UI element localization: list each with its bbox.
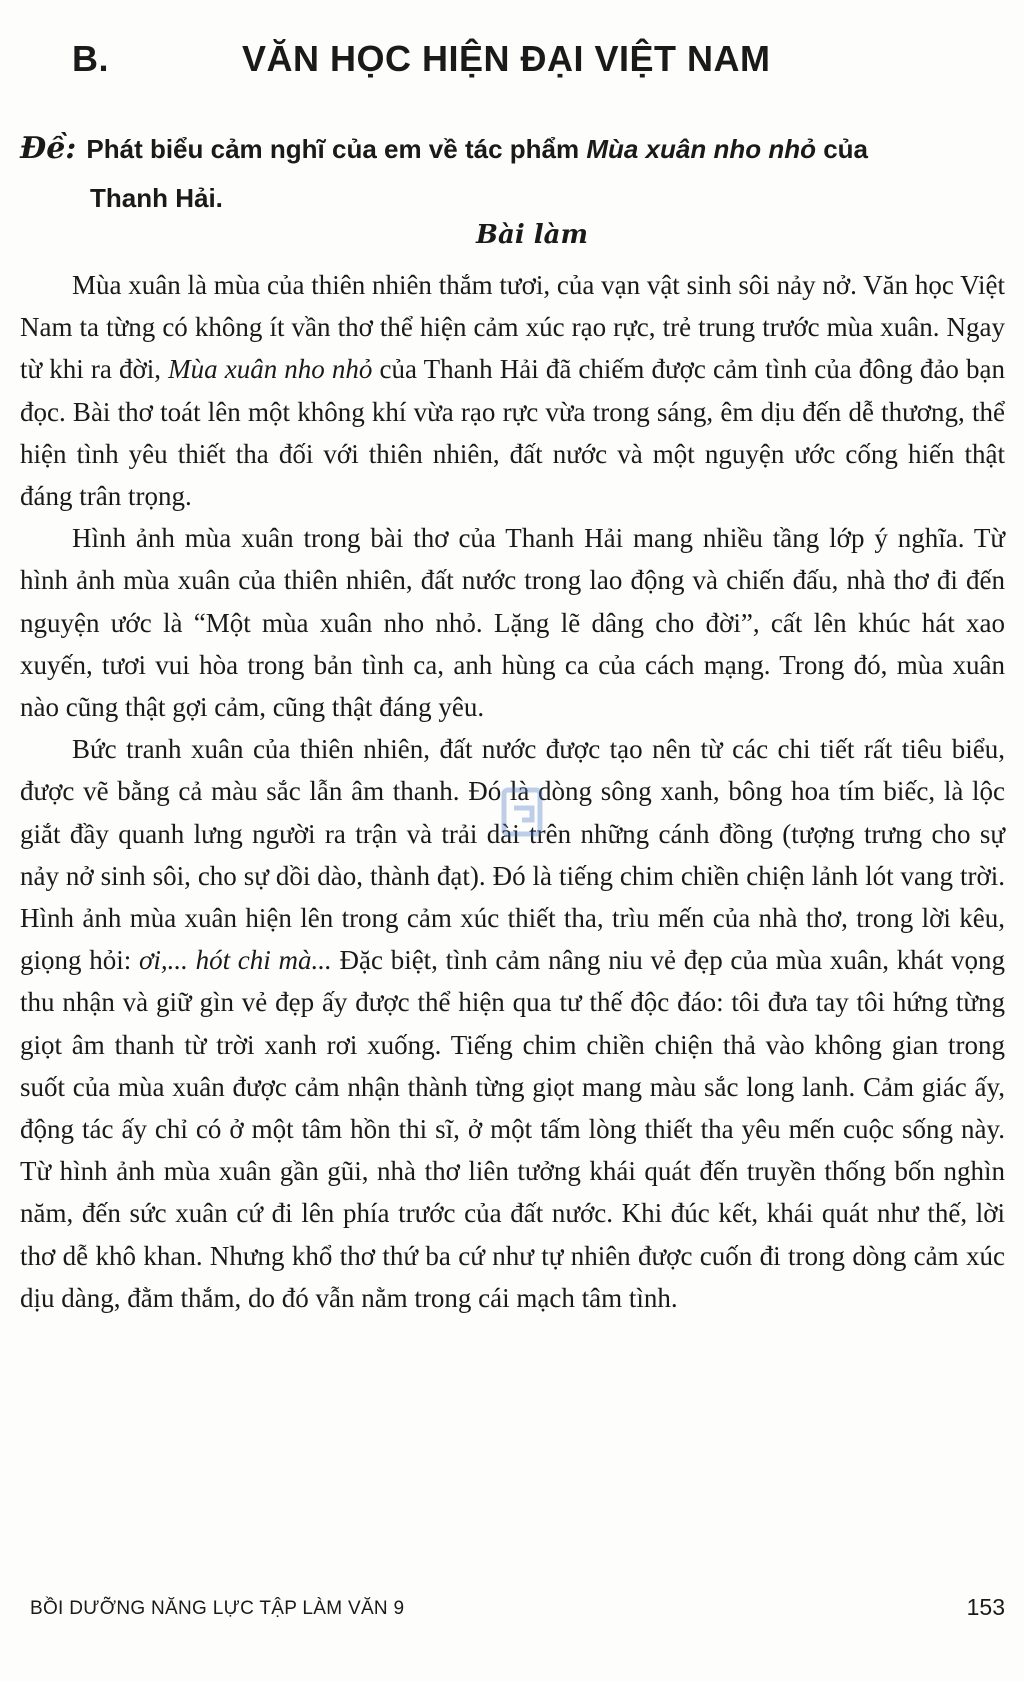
paragraph-3-part-1: Bức tranh xuân của thiên nhiên, đất nước được tạo nên từ các chi tiết rất tiêu biểu, được vẽ bằng cả màu sắc lẫn âm thanh. Đó là dòng sông xanh, bông hoa tím biếc, là lộc giắt đầy quanh lưng người ra trận và trải dài trên những cánh đồng (tượng trưng cho sự nảy nở sinh sôi, cho sự dồi dào, thành đạt). Đó là tiếng chim chiền chiện lảnh lót vang trời. Hình ảnh mùa xuân hiện lên trong cảm xúc thiết tha, trìu mến của nhà thơ, trong lời kêu, giọng hỏi: <box>20 734 1005 976</box>
paragraph-2-text: Hình ảnh mùa xuân trong bài thơ của Thanh Hải mang nhiều tầng lớp ý nghĩa. Từ hình ảnh mùa xuân của thiên nhiên, đất nước trong lao động và chiến đấu, nhà thơ đi đến nguyện ước là “Một mùa xuân nho nhỏ. Lặng lẽ dâng cho đời”, cất lên khúc hát xao xuyến, tươi vui hòa trong bản tình ca, anh hùng ca của cách mạng. Trong đó, mùa xuân nào cũng thật gợi cảm, cũng thật đáng yêu. <box>20 523 1005 723</box>
paragraph-1-part-2: của Thanh Hải đã chiếm được cảm tình của đông đảo bạn đọc. Bài thơ toát lên một không khí vừa rạo rực vừa trong sáng, êm dịu đến dễ thương, thể hiện tình yêu thiết tha đối với thiên nhiên, đất nước và một nguyện ước cống hiến thật đáng trân trọng. <box>20 354 1005 512</box>
prompt-line-2: Thanh Hải. <box>90 183 223 213</box>
prompt-work-title: Mùa xuân nho nhỏ <box>586 134 816 164</box>
paragraph-1-work-title: Mùa xuân nho nhỏ <box>168 354 373 385</box>
footer-book-title: BỒI DƯỠNG NĂNG LỰC TẬP LÀM VĂN 9 <box>30 1598 405 1619</box>
section-title: VĂN HỌC HIỆN ĐẠI VIỆT NAM <box>242 38 771 79</box>
paragraph-3 <box>20 728 1005 1319</box>
section-header <box>72 30 972 90</box>
prompt-text-before: Phát biểu cảm nghĩ của em về tác phẩm <box>86 134 587 164</box>
prompt-line-1 <box>20 124 1005 174</box>
prompt-text-after: của <box>815 134 869 164</box>
section-letter: B. <box>72 38 109 79</box>
paragraph-1-part-1: Mùa xuân là mùa của thiên nhiên thắm tươi, của vạn vật sinh sôi nảy nở. Văn học Việt Nam ta từng có không ít vần thơ thể hiện cảm xúc rạo rực, trẻ trung trước mùa xuân. Ngay từ khi ra đời, <box>20 270 1005 385</box>
page-footer <box>30 1594 1005 1624</box>
essay-body <box>20 264 1005 1319</box>
essay-heading: Bài làm <box>476 220 588 250</box>
page-number: 153 <box>966 1594 1005 1620</box>
paragraph-3-part-2: Đặc biệt, tình cảm nâng niu vẻ đẹp của mùa xuân, khát vọng thu nhận và giữ gìn vẻ đẹp ấy được thể hiện qua tư thế độc đáo: tôi đưa tay tôi hứng từng giọt âm thanh từ trời xanh rơi xuống. Tiếng chim chiền chiện thả vào không gian trong suốt của mùa xuân được cảm nhận thành từng giọt mang màu sắc long lanh. Cảm giác ấy, động tác ấy chỉ có ở một tâm hồn thi sĩ, ở một tấm lòng thiết tha yêu mến cuộc sống này. Từ hình ảnh mùa xuân gần gũi, nhà thơ liên tưởng khái quát đến truyền thống bốn nghìn năm, đến sức xuân cứ đi lên phía trước của đất nước. Khi đúc kết, khái quát như thế, lời thơ dễ khô khan. Nhưng khổ thơ thứ ba cứ như tự nhiên được cuốn đi trong dòng cảm xúc dịu dàng, đằm thắm, do đó vẫn nằm trong cái mạch tâm tình. <box>20 945 1005 1313</box>
paragraph-1 <box>20 264 1005 517</box>
paragraph-2 <box>20 517 1005 728</box>
paragraph-3-quote: ơi,... hót chi mà... <box>138 945 332 976</box>
essay-prompt <box>20 124 1005 223</box>
prompt-label: Đề: <box>20 131 77 166</box>
